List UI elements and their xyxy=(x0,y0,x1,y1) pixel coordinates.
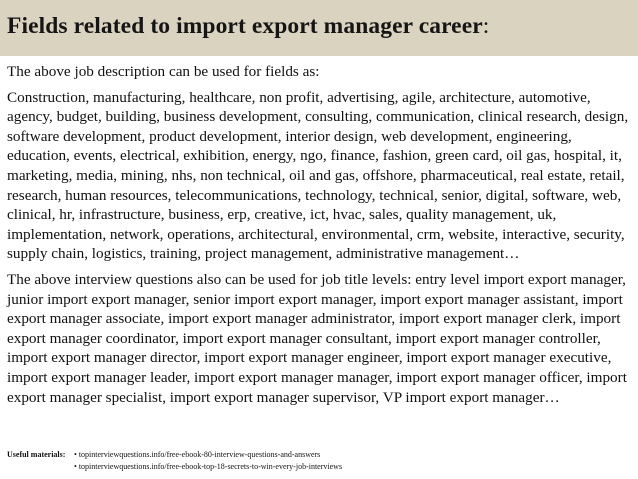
footer-link-1[interactable]: topinterviewquestions.info/free-ebook-80-interview-questions-and-answers xyxy=(78,450,321,459)
footer-label-text: Useful materials xyxy=(7,450,63,459)
slide-title xyxy=(7,13,489,40)
title-bar xyxy=(0,0,638,56)
slide-title-text: Fields related to import export manager career xyxy=(7,13,483,39)
slide-body xyxy=(7,62,635,407)
bullet-icon: • xyxy=(74,450,77,459)
intro-paragraph: The above job description can be used for fields as: xyxy=(7,63,320,80)
job-titles-paragraph: The above interview questions also can be used for job title levels: entry level import export manager, junior import export manager, senior import export manager, import export manager assistant, import export manager associate, import export manager administrator, import export manager clerk, import export manager coordinator, import export manager consultant, import export manager controller, import export manager director, import export manager engineer, import export manager executive, import export manager leader, import export manager manager, import export manager officer, import export manager specialist, import export manager supervisor, VP import export manager… xyxy=(7,270,627,406)
slide-title-colon: : xyxy=(482,13,490,39)
fields-paragraph: Construction, manufacturing, healthcare, non profit, advertising, agile, architecture, automotive, agency, budget, building, business development, consulting, communication, clinical research, design, software development, product development, interior design, web development, engineering, education, events, electrical, exhibition, energy, ngo, finance, fashion, green card, oil gas, hospital, it, marketing, media, mining, nhs, non technical, oil and gas, offshore, pharmaceutical, real estate, retail, research, human resources, telecommunications, technology, technical, senior, digital, software, web, clinical, hr, infrastructure, business, erp, creative, ict, hvac, sales, quality management, uk, implementation, network, operations, architectural, environmental, crm, website, interactive, security, supply chain, logistics, training, project management, administrative management… xyxy=(7,88,629,263)
footer-row-1 xyxy=(7,449,635,461)
footer xyxy=(7,449,635,472)
footer-row-2 xyxy=(7,461,635,473)
footer-link-2[interactable]: topinterviewquestions.info/free-ebook-top-18-secrets-to-win-every-job-interviews xyxy=(78,461,343,471)
footer-label-colon: : xyxy=(62,450,66,459)
footer-label xyxy=(7,449,74,461)
bullet-icon: • xyxy=(74,461,77,471)
